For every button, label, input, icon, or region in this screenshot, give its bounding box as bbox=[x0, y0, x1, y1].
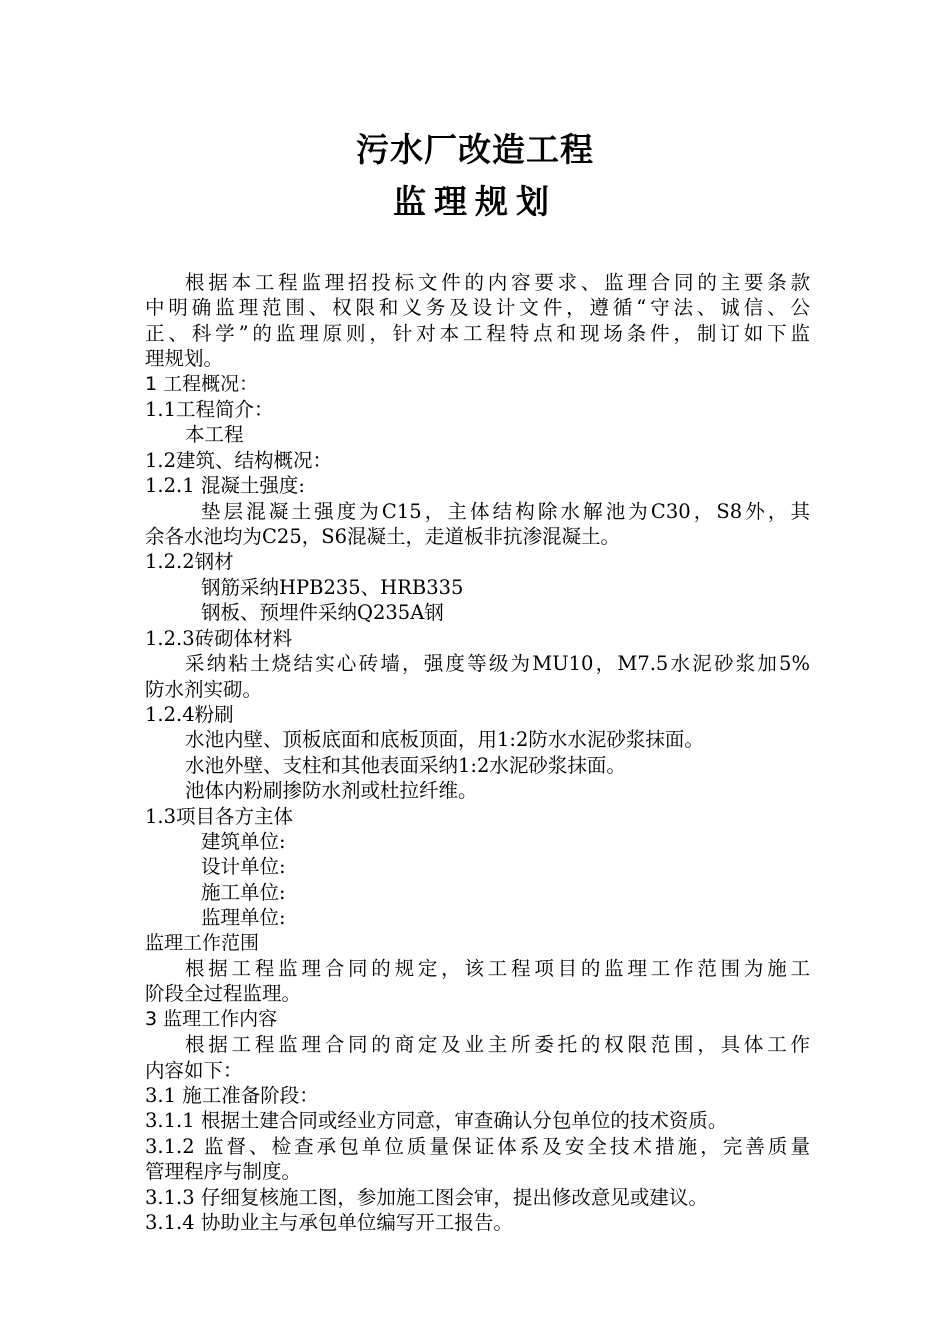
text-line: 3.1.2 监督、检查承包单位质量保证体系及安全技术措施，完善质量 bbox=[145, 1134, 810, 1158]
text-line: 3 监理工作内容 bbox=[145, 1007, 278, 1030]
text-line: 钢板、预埋件采纳Q235A钢 bbox=[201, 601, 444, 625]
text-line: 设计单位: bbox=[201, 855, 286, 879]
text-line: 管理程序与制度。 bbox=[145, 1160, 302, 1184]
text-line: 1.1工程简介： bbox=[145, 398, 274, 422]
text-line: 中明确监理范围、权限和义务及设计文件，遵循“守法、诚信、公 bbox=[145, 296, 810, 320]
text-line: 1.2.2钢材 bbox=[145, 550, 234, 574]
text-line: 1.2.4粉刷 bbox=[145, 702, 234, 726]
text-line: 余各水池均为C25，S6混凝土，走道板非抗渗混凝土。 bbox=[145, 525, 620, 549]
text-line: 1.3项目各方主体 bbox=[145, 804, 294, 828]
text-line: 根据工程监理合同的规定，该工程项目的监理工作范围为施工 bbox=[185, 956, 810, 980]
text-line: 3.1 施工准备阶段： bbox=[145, 1084, 319, 1107]
text-line: 钢筋采纳HPB235、HRB335 bbox=[201, 575, 464, 599]
text-line: 监理工作范围 bbox=[145, 931, 260, 954]
text-line: 采纳粘土烧结实心砖墙，强度等级为MU10，M7.5水泥砂浆加5% bbox=[185, 652, 810, 676]
text-line: 建筑单位: bbox=[201, 829, 286, 853]
text-line: 1.2.3砖砌体材料 bbox=[145, 626, 293, 650]
text-line: 正、科学”的监理原则，针对本工程特点和现场条件，制订如下监 bbox=[145, 321, 810, 345]
document-body bbox=[145, 270, 810, 1235]
text-line: 水池内壁、顶板底面和底板顶面，用1:2防水水泥砂浆抹面。 bbox=[185, 728, 704, 752]
text-line: 阶段全过程监理。 bbox=[145, 982, 302, 1006]
text-line: 根据本工程监理招投标文件的内容要求、监理合同的主要条款 bbox=[185, 271, 810, 294]
text-line: 理规划。 bbox=[145, 347, 224, 371]
text-line: 3.1.1 根据土建合同或经业方同意，审查确认分包单位的技术资质。 bbox=[145, 1109, 728, 1133]
text-line: 防水剂实砌。 bbox=[145, 677, 263, 701]
text-line: 3.1.4 协助业主与承包单位编写开工报告。 bbox=[145, 1211, 513, 1235]
text-line: 根据工程监理合同的商定及业主所委托的权限范围，具体工作 bbox=[185, 1033, 810, 1057]
text-line: 1.2.1 混凝土强度: bbox=[145, 474, 305, 498]
text-line: 1 工程概况： bbox=[145, 372, 259, 395]
text-line: 施工单位: bbox=[201, 880, 286, 904]
text-line: 3.1.3 仔细复核施工图，参加施工图会审，提出修改意见或建议。 bbox=[145, 1185, 708, 1209]
text-line: 本工程 bbox=[185, 423, 244, 447]
text-line: 池体内粉刷掺防水剂或杜拉纤维。 bbox=[185, 779, 478, 803]
text-line: 水池外壁、支柱和其他表面采纳1:2水泥砂浆抹面。 bbox=[185, 753, 626, 777]
text-line: 内容如下： bbox=[145, 1058, 243, 1082]
text-line: 1.2建筑、结构概况： bbox=[145, 448, 333, 472]
text-line: 监理单位: bbox=[201, 906, 286, 930]
document-title: 污水厂改造工程 bbox=[356, 130, 594, 169]
text-line: 垫层混凝土强度为C15，主体结构除水解池为C30，S8外，其 bbox=[201, 499, 810, 523]
document-subtitle: 监理规划 bbox=[393, 182, 557, 221]
